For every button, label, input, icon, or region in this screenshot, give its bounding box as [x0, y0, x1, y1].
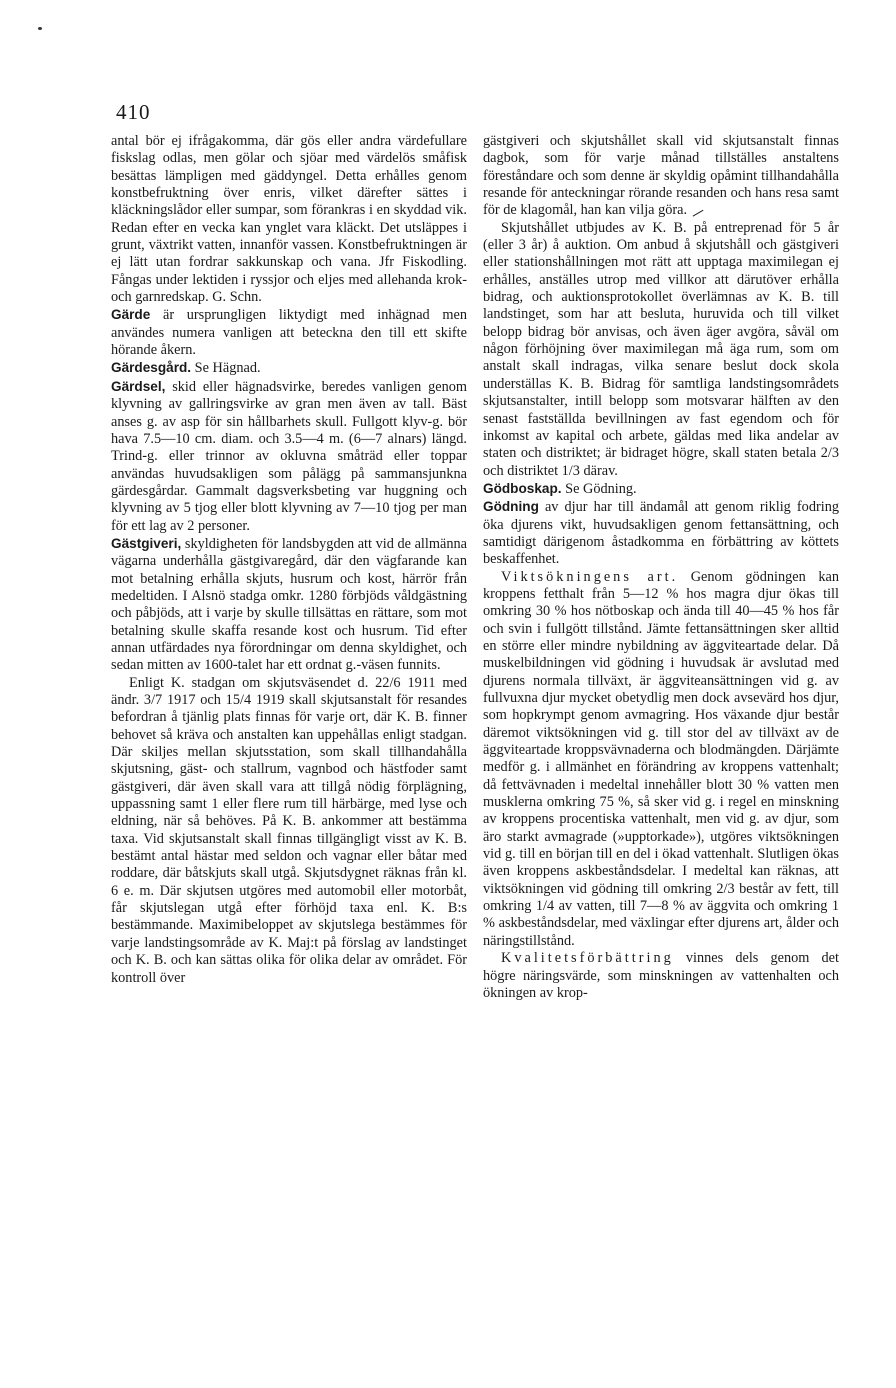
entry-text: skid eller hägnadsvirke, beredes vanligen genom klyvning av gallringsvirke av gran men även av tall. Bäst anses g. av asp för sin hållbarhets skull. Fullgott klyv-g. bör hava 7.5—10 cm. diam. och 3.5—4 m. (6—7 alnars) längd. Trind-g. eller trinnor av okluvna småträd eller toppar användas huvudsakligen som pålägg på sammansjunkna gärdesgårdar. Gammalt dagsverksbeting var huggning och klyvning av 5 tjog eller blott klyvning av 7—10 tjog per man för ett lag av 2 personer.	[111, 378, 467, 534]
paragraph	[483, 569, 839, 951]
page-number: 410	[116, 100, 151, 124]
paragraph-text: Enligt K. stadgan om skjutsväsendet d. 22/6 1911 med ändr. 3/7 1917 och 15/4 1919 skall skjutsanstalt för resandes befordran å tjänlig plats finnas för varje ort, där K. B. finner behovet så kräva och anstalten kan uppehållas enligt stadgan. Där skiljes mellan skjutsstation, som skall tillhandahålla skjutsning, gäst- och stallrum, vagnbod och hästfoder samt gästgiveri, där även skall vara att tillgå nödig förplägning, uppassning samt 1 eller flere rum till härbärge, med lyse och eldning, när så behöves. På K. B. ankommer att bestämma taxa. Vid skjutsanstalt skall finnas tillgängligt visst av K. B. bestämt antal hästar med seldon och vagnar eller båtar med roddare, där båtskjuts skall utgå. Skjutsdygnet räknas från kl. 6 e. m. Där skjutsen utgöres med automobil eller motorbåt, får skjutslegan utgå efter förhöjd taxa enl. K. B:s bestämmande. Maximibeloppet av skjutslega bestämmes för varje landstingsområde av K. Maj:t på förslag av landstinget och K. B. och kan sättas olika för olika delar av området. För kontroll över	[111, 674, 467, 986]
headword: Gärdsel,	[111, 378, 166, 394]
section-heading: Viktsökningens art.	[501, 568, 679, 585]
paragraph-text: Genom gödningen kan kroppens fetthalt från 5—12 % hos magra djur ökas till omkring 30 % hos nötboskap och ända till 40—45 % hos får och svin i fullgött tillstånd. Jämte fettansättningen sker alltid en större eller mindre nybildning av äggviteartade delar. Då muskelbildningen vid gödning i huvudsak är avslutad med djurens normala tillväxt, är äggviteansättningen vid g. av fullvuxna djur mycket obetydlig men dock avsevärd hos djur, som hopkrympt genom avmagring. Hos växande djur består däremot viktsökningen vid g. till stor del av tillväxt av de äggviteartade kroppsvävnaderna och blodmängden. Därjämte medför g. i allmänhet en förändring av kroppens vattenhalt; då fettvävnaden i medeltal innehåller blott 30 % vatten men musklerna omkring 75 %, så sker vid g. i regel en minskning av kroppens procentiska vattenhalt, men vid g. av djur, som äro starkt avmagrade (»upptorkade»), utgöres viktsökningen vid g. till en början till en del i ökad vattenhalt. Slutligen ökas även kroppens askbeståndsdelar. I medeltal kan räknas, att viktsökningen vid gödning till omkring 2/3 består av fett, till omkring 1/4 av vatten, till 7—8 % av äggvita och omkring 1 % askbeståndsdelar, med växlingar efter djurens art, ålder och näringstillstånd.	[483, 568, 839, 949]
entry-text: av djur har till ändamål att genom riklig fodring öka djurens vikt, huvudsakligen genom fettansättning, och samtidigt därigenom åstadkomma en förbättring av köttets beskaffenhet.	[483, 499, 839, 568]
entry-text: är ursprungligen liktydigt med inhägnad men användes numera vanligen att beteckna den till ett skifte hörande åkern.	[111, 307, 467, 359]
entry-godning	[483, 498, 839, 568]
paragraph	[111, 675, 467, 987]
paragraph-text: vinnes dels genom det högre näringsvärde, som minskningen av vattenhalten och ökningen av krop-	[483, 950, 839, 1001]
paragraph	[483, 950, 839, 1002]
entry-garde	[111, 306, 467, 359]
paragraph	[483, 133, 839, 220]
pen-check-mark	[691, 207, 704, 217]
left-column	[111, 133, 467, 987]
entry-godboskap	[483, 480, 839, 498]
paragraph	[483, 220, 839, 480]
paragraph-text: gästgiveri och skjutshållet skall vid skjutsanstalt finnas dagbok, som för varje månad tillställes anstaltens föreståndare och som denne är skyldig opåmint tillhandahålla resande för anteckningar rörande resanden och hans resa samt för de klagomål, han kan vilja göra.	[483, 133, 839, 219]
headword: Gödning	[483, 499, 539, 515]
right-column	[483, 133, 839, 1002]
entry-text: Se Gödning.	[561, 480, 637, 497]
headword: Gästgiveri,	[111, 535, 182, 551]
entry-text: skyldigheten för landsbygden att vid de allmänna vägarna underhålla gästgivaregård, där den vägfarande kan mot betalning erhålla skjuts, husrum och kost, härrör från medeltiden. I Alsnö stadga omkr. 1280 förbjöds våldgästning och påbjöds, att i varje by skulle tillsättas en rättare, som mot betalning skulle skaffa resande kost och husrum. Tid efter annan utfärdades nya förordningar om denna skyldighet, och sedan mitten av 1600-talet har ett ordnat g.-väsen funnits.	[111, 535, 467, 674]
headword: Gärde	[111, 307, 151, 323]
entry-gastgiveri	[111, 535, 467, 675]
paragraph	[111, 133, 467, 306]
entry-gardsel	[111, 378, 467, 535]
paragraph-text: antal bör ej ifrågakomma, där gös eller andra värdefullare fiskslag odlas, men gölar och sjöar med värdelös småfisk besättas lämpligen med gäddyngel. Detta erhålles genom konstbefruktning över enris, vilket därefter sättes i kläckningslådor eller sumpar, som förankras i en skyddad vik. Redan efter en vecka kan ynglet vara kläckt. Det utsläppes i grunt, växtrikt vatten, innanför vassen. Konstbefruktningen är ej lätt utan fordrar sakkunskap och vana. Jfr Fiskodling. Fångas under lektiden i ryssjor och eljes med allehanda krok- och garnredskap. G. Schn.	[111, 133, 467, 306]
ink-speck	[38, 27, 42, 30]
headword: Gärdesgård.	[111, 360, 192, 376]
section-heading: Kvalitetsförbättring	[501, 950, 674, 967]
entry-gardesgard	[111, 359, 467, 377]
entry-text: Se Hägnad.	[191, 360, 261, 377]
headword: Gödboskap.	[483, 480, 562, 496]
paragraph-text: Skjutshållet utbjudes av K. B. på entreprenad för 5 år (eller 3 år) å auktion. Om anbud å skjutshåll och gästgiveri eller stationshållningen mot rätt att upptaga maximilegan ej erhålles, anställes utrop med villkor att därutöver erhålla bidrag, och auktionsprotokollet överlämnas av K. B. till landstinget, som har att besluta, huruvida och till vilket belopp bidrag bör anvisas, och även äger avgöra, såväl om någon förhöjning över maximilegan må äga rum, som om anstalt skall indragas, vilka senare beslut dock skola underställas K. B. Bidrag för samtliga landstingsområdets skjutsanstalter, intill belopp som motsvarar hälften av den senast fastställda bevillningen av fast egendom och för inkomst av kapital och arbete, gäldas med lika andelar av staten och distriktet; är bidraget högre, skall staten betala 2/3 och distriktet 1/3 därav.	[483, 219, 839, 479]
